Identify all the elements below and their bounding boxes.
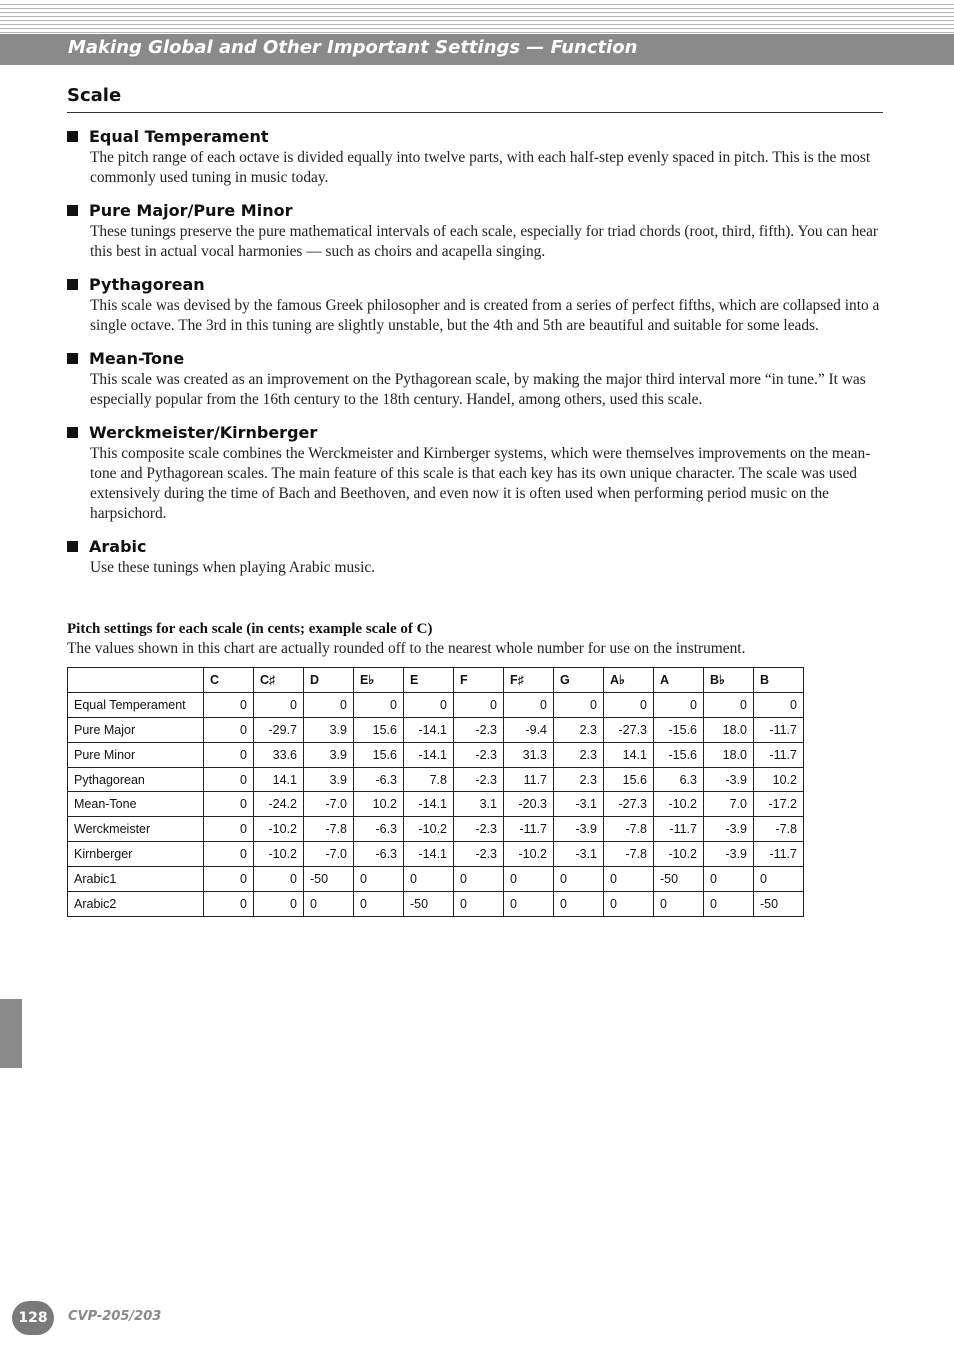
column-header: F [454, 668, 504, 693]
row-label: Kirnberger [68, 842, 204, 867]
table-cell: -50 [754, 892, 804, 917]
table-cell: -29.7 [254, 717, 304, 742]
table-cell: -11.7 [654, 817, 704, 842]
table-cell: -2.3 [454, 742, 504, 767]
item-title: Arabic [89, 537, 147, 556]
table-cell: -2.3 [454, 767, 504, 792]
scale-item-pure-major-minor [67, 200, 883, 262]
table-row [68, 792, 804, 817]
table-cell: 2.3 [554, 742, 604, 767]
table-cell: 0 [204, 742, 254, 767]
table-row [68, 692, 804, 717]
table-cell: 2.3 [554, 717, 604, 742]
table-cell: 0 [654, 892, 704, 917]
table-cell: 2.3 [554, 767, 604, 792]
table-row [68, 892, 804, 917]
table-cell: -27.3 [604, 717, 654, 742]
table-cell: 14.1 [254, 767, 304, 792]
table-cell: 0 [254, 692, 304, 717]
table-cell: 0 [304, 892, 354, 917]
table-cell: 0 [504, 892, 554, 917]
column-header: G [554, 668, 604, 693]
table-cell: 31.3 [504, 742, 554, 767]
chapter-header-title: Making Global and Other Important Settings — Function [68, 37, 638, 58]
table-cell: -2.3 [454, 717, 504, 742]
column-header: E [404, 668, 454, 693]
table-cell: 15.6 [604, 767, 654, 792]
table-row [68, 867, 804, 892]
table-cell: -9.4 [504, 717, 554, 742]
table-row [68, 742, 804, 767]
item-body: This composite scale combines the Werckmeister and Kirnberger systems, which were themselves improvements on the mean-tone and Pythagorean scales. The main feature of this scale is that each key has its own unique character. The scale was used extensively during the time of Bach and Beethoven, and even now it is often used when performing period music on the harpsichord. [90, 445, 871, 522]
table-cell: -3.9 [554, 817, 604, 842]
item-title: Werckmeister/Kirnberger [89, 423, 318, 442]
table-cell: -10.2 [254, 842, 304, 867]
table-cell: 6.3 [654, 767, 704, 792]
table-cell: 0 [754, 692, 804, 717]
table-cell: -14.1 [404, 717, 454, 742]
table-cell: -6.3 [354, 842, 404, 867]
table-header-row [68, 668, 804, 693]
table-cell: 0 [754, 867, 804, 892]
table-cell: 3.9 [304, 717, 354, 742]
table-cell: -11.7 [754, 842, 804, 867]
table-row [68, 767, 804, 792]
table-cell: -14.1 [404, 842, 454, 867]
bullet-square-icon [67, 353, 78, 364]
column-header: D [304, 668, 354, 693]
table-cell: 0 [404, 867, 454, 892]
item-title: Pure Major/Pure Minor [89, 201, 293, 220]
table-cell: 0 [204, 817, 254, 842]
table-cell: -6.3 [354, 817, 404, 842]
page-number: 128 [12, 1301, 54, 1335]
section-divider [67, 112, 883, 113]
table-row [68, 842, 804, 867]
table-cell: 33.6 [254, 742, 304, 767]
table-cell: 0 [204, 892, 254, 917]
table-cell: -7.8 [754, 817, 804, 842]
table-cell: 0 [604, 867, 654, 892]
row-label: Werckmeister [68, 817, 204, 842]
table-cell: -11.7 [754, 717, 804, 742]
item-body: This scale was devised by the famous Greek philosopher and is created from a series of perfect fifths, which are collapsed into a single octave. The 3rd in this tuning are slightly unstable, but the 4th and 5th are beautiful and suitable for some leads. [90, 297, 880, 334]
table-cell: 0 [354, 892, 404, 917]
table-cell: 0 [504, 692, 554, 717]
table-cell: -3.9 [704, 767, 754, 792]
bullet-square-icon [67, 205, 78, 216]
table-cell: 0 [554, 867, 604, 892]
top-decorative-lines [0, 0, 954, 34]
column-header: C [204, 668, 254, 693]
column-header: A♭ [604, 668, 654, 693]
table-cell: -7.0 [304, 792, 354, 817]
table-cell: 10.2 [754, 767, 804, 792]
table-cell: -15.6 [654, 717, 704, 742]
table-cell: 0 [304, 692, 354, 717]
table-cell: 0 [254, 867, 304, 892]
table-cell: 0 [404, 692, 454, 717]
scale-item-mean-tone [67, 348, 883, 410]
column-header: F♯ [504, 668, 554, 693]
table-cell: 11.7 [504, 767, 554, 792]
table-cell: 18.0 [704, 717, 754, 742]
table-cell: 0 [204, 867, 254, 892]
table-cell: 0 [204, 767, 254, 792]
table-cell: -24.2 [254, 792, 304, 817]
row-label: Mean-Tone [68, 792, 204, 817]
bullet-square-icon [67, 541, 78, 552]
bullet-square-icon [67, 131, 78, 142]
table-cell: 0 [704, 867, 754, 892]
table-body [68, 692, 804, 916]
column-header: B♭ [704, 668, 754, 693]
row-label: Arabic1 [68, 867, 204, 892]
item-body: The pitch range of each octave is divided equally into twelve parts, with each half-step evenly spaced in pitch. This is the most commonly used tuning in music today. [90, 149, 871, 186]
table-cell: 0 [354, 867, 404, 892]
column-header: C♯ [254, 668, 304, 693]
item-title: Equal Temperament [89, 127, 269, 146]
table-cell: -14.1 [404, 792, 454, 817]
table-caption-body: The values shown in this chart are actually rounded off to the nearest whole number for use on the instrument. [67, 640, 746, 657]
column-header: E♭ [354, 668, 404, 693]
item-title: Pythagorean [89, 275, 205, 294]
table-cell: 0 [354, 692, 404, 717]
table-cell: 0 [204, 842, 254, 867]
scale-item-pythagorean [67, 274, 883, 336]
table-cell: -6.3 [354, 767, 404, 792]
table-cell: -3.1 [554, 842, 604, 867]
scale-item-arabic [67, 536, 883, 578]
side-tab-marker [0, 999, 22, 1068]
table-cell: -17.2 [754, 792, 804, 817]
table-cell: 0 [604, 692, 654, 717]
table-cell: -10.2 [404, 817, 454, 842]
table-cell: 0 [254, 892, 304, 917]
table-caption-title: Pitch settings for each scale (in cents; example scale of C) [67, 621, 433, 637]
table-cell: 7.8 [404, 767, 454, 792]
item-body: These tunings preserve the pure mathematical intervals of each scale, especially for triad chords (root, third, fifth). You can hear this best in actual vocal harmonies — such as choirs and acapella singing. [90, 223, 879, 260]
table-cell: 3.9 [304, 742, 354, 767]
pitch-settings-table [67, 667, 804, 917]
bullet-square-icon [67, 427, 78, 438]
row-label: Pure Minor [68, 742, 204, 767]
section-title: Scale [67, 85, 122, 106]
table-cell: 0 [554, 692, 604, 717]
table-cell: -50 [404, 892, 454, 917]
table-cell: 0 [204, 792, 254, 817]
table-cell: -10.2 [504, 842, 554, 867]
table-cell: -7.0 [304, 842, 354, 867]
table-cell: -2.3 [454, 842, 504, 867]
table-cell: 0 [654, 692, 704, 717]
item-body: Use these tunings when playing Arabic music. [90, 559, 376, 576]
table-cell: -3.9 [704, 817, 754, 842]
table-cell: 0 [454, 692, 504, 717]
column-header: A [654, 668, 704, 693]
table-cell: -11.7 [504, 817, 554, 842]
table-cell: 18.0 [704, 742, 754, 767]
table-caption [67, 619, 883, 659]
table-row [68, 817, 804, 842]
table-cell: 3.1 [454, 792, 504, 817]
table-cell: 0 [454, 867, 504, 892]
table-cell: -7.8 [604, 842, 654, 867]
row-label: Arabic2 [68, 892, 204, 917]
column-header: B [754, 668, 804, 693]
table-cell: 0 [204, 692, 254, 717]
scale-item-werckmeister-kirnberger [67, 422, 883, 524]
item-title: Mean-Tone [89, 349, 185, 368]
scale-item-equal-temperament [67, 126, 883, 188]
table-cell: 15.6 [354, 717, 404, 742]
row-label: Pure Major [68, 717, 204, 742]
model-name: CVP-205/203 [68, 1309, 162, 1324]
table-cell: -50 [654, 867, 704, 892]
table-cell: -3.1 [554, 792, 604, 817]
table-cell: 0 [604, 892, 654, 917]
table-corner-cell [68, 668, 204, 693]
table-row [68, 717, 804, 742]
table-cell: -20.3 [504, 792, 554, 817]
scale-descriptions [67, 126, 883, 590]
table-cell: 7.0 [704, 792, 754, 817]
table-cell: -10.2 [254, 817, 304, 842]
table-cell: 0 [704, 692, 754, 717]
table-cell: -3.9 [704, 842, 754, 867]
row-label: Pythagorean [68, 767, 204, 792]
table-cell: 0 [554, 892, 604, 917]
bullet-square-icon [67, 279, 78, 290]
table-cell: 0 [454, 892, 504, 917]
table-cell: -10.2 [654, 792, 704, 817]
table-cell: -7.8 [304, 817, 354, 842]
table-cell: 15.6 [354, 742, 404, 767]
table-cell: 10.2 [354, 792, 404, 817]
table-cell: 0 [704, 892, 754, 917]
table-cell: 3.9 [304, 767, 354, 792]
row-label: Equal Temperament [68, 692, 204, 717]
table-cell: -7.8 [604, 817, 654, 842]
item-body: This scale was created as an improvement on the Pythagorean scale, by making the major third interval more “in tune.” It was especially popular from the 16th century to the 18th century. Handel, among others, used this scale. [90, 371, 866, 408]
table-cell: -2.3 [454, 817, 504, 842]
table-cell: -14.1 [404, 742, 454, 767]
table-cell: 0 [204, 717, 254, 742]
table-cell: -50 [304, 867, 354, 892]
table-cell: -27.3 [604, 792, 654, 817]
table-cell: -15.6 [654, 742, 704, 767]
table-cell: 0 [504, 867, 554, 892]
table-cell: 14.1 [604, 742, 654, 767]
table-cell: -11.7 [754, 742, 804, 767]
table-cell: -10.2 [654, 842, 704, 867]
